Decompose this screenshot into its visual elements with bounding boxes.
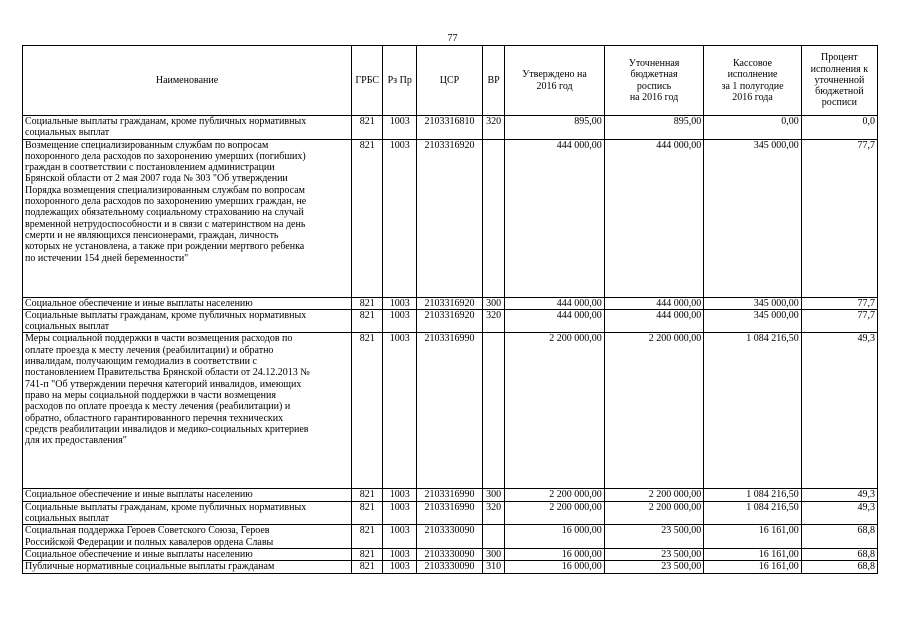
row-clarified: 444 000,00 — [604, 139, 704, 297]
row-percent: 68,8 — [801, 525, 877, 549]
row-percent: 77,7 — [801, 309, 877, 333]
row-rzpr: 1003 — [383, 297, 417, 309]
row-vr: 300 — [482, 489, 504, 501]
row-cash: 16 161,00 — [704, 548, 801, 560]
row-percent: 49,3 — [801, 489, 877, 501]
row-percent: 0,0 — [801, 116, 877, 140]
row-cash: 345 000,00 — [704, 297, 801, 309]
table-row — [23, 297, 878, 309]
header-percent: Процент исполнения к уточненной бюджетной росписи — [801, 46, 877, 116]
table-row — [23, 309, 878, 333]
row-csr: 2103330090 — [416, 548, 482, 560]
row-grbs: 821 — [352, 333, 383, 489]
row-clarified: 444 000,00 — [604, 297, 704, 309]
row-clarified: 2 200 000,00 — [604, 489, 704, 501]
row-grbs: 821 — [352, 489, 383, 501]
row-name: Социальные выплаты гражданам, кроме публичных нормативных социальных выплат — [23, 501, 352, 525]
row-csr: 2103316920 — [416, 297, 482, 309]
page-number: 77 — [447, 33, 458, 44]
row-name: Социальное обеспечение и иные выплаты населению — [23, 548, 352, 560]
row-approved: 444 000,00 — [505, 139, 605, 297]
row-approved: 2 200 000,00 — [505, 501, 605, 525]
row-name: Социальные выплаты гражданам, кроме публичных нормативных социальных выплат — [23, 116, 352, 140]
table-row — [23, 548, 878, 560]
row-rzpr: 1003 — [383, 489, 417, 501]
row-cash: 0,00 — [704, 116, 801, 140]
row-rzpr: 1003 — [383, 561, 417, 573]
row-grbs: 821 — [352, 116, 383, 140]
row-clarified: 23 500,00 — [604, 548, 704, 560]
header-grbs: ГРБС — [352, 46, 383, 116]
row-cash: 16 161,00 — [704, 525, 801, 549]
row-grbs: 821 — [352, 501, 383, 525]
row-vr: 310 — [482, 561, 504, 573]
header-rzpr: Рз Пр — [383, 46, 417, 116]
row-percent: 49,3 — [801, 333, 877, 489]
row-vr — [482, 139, 504, 297]
header-vr: ВР — [482, 46, 504, 116]
row-name: Социальное обеспечение и иные выплаты населению — [23, 489, 352, 501]
row-name: Социальное обеспечение и иные выплаты населению — [23, 297, 352, 309]
row-clarified: 23 500,00 — [604, 561, 704, 573]
budget-table — [22, 45, 878, 574]
row-rzpr: 1003 — [383, 501, 417, 525]
row-grbs: 821 — [352, 309, 383, 333]
row-cash: 1 084 216,50 — [704, 333, 801, 489]
row-approved: 444 000,00 — [505, 309, 605, 333]
row-grbs: 821 — [352, 548, 383, 560]
row-rzpr: 1003 — [383, 548, 417, 560]
row-vr: 320 — [482, 501, 504, 525]
row-clarified: 444 000,00 — [604, 309, 704, 333]
row-grbs: 821 — [352, 297, 383, 309]
row-csr: 2103316990 — [416, 501, 482, 525]
table-row — [23, 501, 878, 525]
row-grbs: 821 — [352, 139, 383, 297]
header-approved: Утверждено на 2016 год — [505, 46, 605, 116]
row-approved: 2 200 000,00 — [505, 489, 605, 501]
row-csr: 2103316990 — [416, 333, 482, 489]
row-clarified: 2 200 000,00 — [604, 501, 704, 525]
row-csr: 2103330090 — [416, 525, 482, 549]
row-csr: 2103316920 — [416, 309, 482, 333]
row-csr: 2103316810 — [416, 116, 482, 140]
row-vr: 300 — [482, 297, 504, 309]
table-row — [23, 333, 878, 489]
row-vr — [482, 525, 504, 549]
row-percent: 77,7 — [801, 297, 877, 309]
row-vr: 300 — [482, 548, 504, 560]
table-row — [23, 489, 878, 501]
row-csr: 2103316990 — [416, 489, 482, 501]
row-cash: 345 000,00 — [704, 309, 801, 333]
row-csr: 2103316920 — [416, 139, 482, 297]
header-csr: ЦСР — [416, 46, 482, 116]
row-vr: 320 — [482, 309, 504, 333]
row-rzpr: 1003 — [383, 116, 417, 140]
row-name: Меры социальной поддержки в части возмещения расходов по оплате проезда к месту лечения (реабилитации) и обратно инвалидам, получающим гемодиализ в соответствии с постановлением Правительства Брянской области от 24.12.2013 № 741-п "Об утверждении перечня категорий инвалидов, имеющих право на меры социальной поддержки в части возмещения расходов по оплате проезда к месту лечения (реабилитации) и обратно, областного гарантированного перечня технических средств реабилитации инвалидов и медико-социальных критериев для их предоставления" — [23, 333, 352, 489]
row-rzpr: 1003 — [383, 525, 417, 549]
row-approved: 2 200 000,00 — [505, 333, 605, 489]
row-percent: 68,8 — [801, 548, 877, 560]
row-name: Возмещение специализированным службам по вопросам похоронного дела расходов по захоронению умерших (погибших) граждан в соответствии с постановлением администрации Брянской области от 2 мая 2007 года № 303 "Об утверждении Порядка возмещения специализированным службам по вопросам похоронного дела расходов по захоронению умерших граждан, не подлежащих обязательному социальному страхованию на случай временной нетрудоспособности и в связи с материнством на день смерти и не являющихся пенсионерами, граждан, личность которых не установлена, а также при рождении мертвого ребенка по истечении 154 дней беременности" — [23, 139, 352, 297]
row-approved: 895,00 — [505, 116, 605, 140]
row-grbs: 821 — [352, 525, 383, 549]
table-row — [23, 139, 878, 297]
row-cash: 16 161,00 — [704, 561, 801, 573]
row-percent: 68,8 — [801, 561, 877, 573]
header-row — [23, 46, 878, 116]
row-cash: 345 000,00 — [704, 139, 801, 297]
table-row — [23, 525, 878, 549]
row-csr: 2103330090 — [416, 561, 482, 573]
table-row — [23, 561, 878, 573]
row-clarified: 23 500,00 — [604, 525, 704, 549]
row-name: Социальная поддержка Героев Советского Союза, Героев Российской Федерации и полных кавалеров ордена Славы — [23, 525, 352, 549]
row-clarified: 895,00 — [604, 116, 704, 140]
row-approved: 16 000,00 — [505, 548, 605, 560]
row-grbs: 821 — [352, 561, 383, 573]
row-cash: 1 084 216,50 — [704, 501, 801, 525]
row-rzpr: 1003 — [383, 139, 417, 297]
header-clarified: Уточненная бюджетная роспись на 2016 год — [604, 46, 704, 116]
header-name: Наименование — [23, 46, 352, 116]
row-rzpr: 1003 — [383, 333, 417, 489]
row-approved: 444 000,00 — [505, 297, 605, 309]
row-rzpr: 1003 — [383, 309, 417, 333]
row-name: Социальные выплаты гражданам, кроме публичных нормативных социальных выплат — [23, 309, 352, 333]
row-vr — [482, 333, 504, 489]
row-percent: 49,3 — [801, 501, 877, 525]
table-row — [23, 116, 878, 140]
row-vr: 320 — [482, 116, 504, 140]
row-approved: 16 000,00 — [505, 525, 605, 549]
row-cash: 1 084 216,50 — [704, 489, 801, 501]
row-clarified: 2 200 000,00 — [604, 333, 704, 489]
row-approved: 16 000,00 — [505, 561, 605, 573]
row-percent: 77,7 — [801, 139, 877, 297]
header-cash: Кассовое исполнение за 1 полугодие 2016 года — [704, 46, 801, 116]
row-name: Публичные нормативные социальные выплаты гражданам — [23, 561, 352, 573]
